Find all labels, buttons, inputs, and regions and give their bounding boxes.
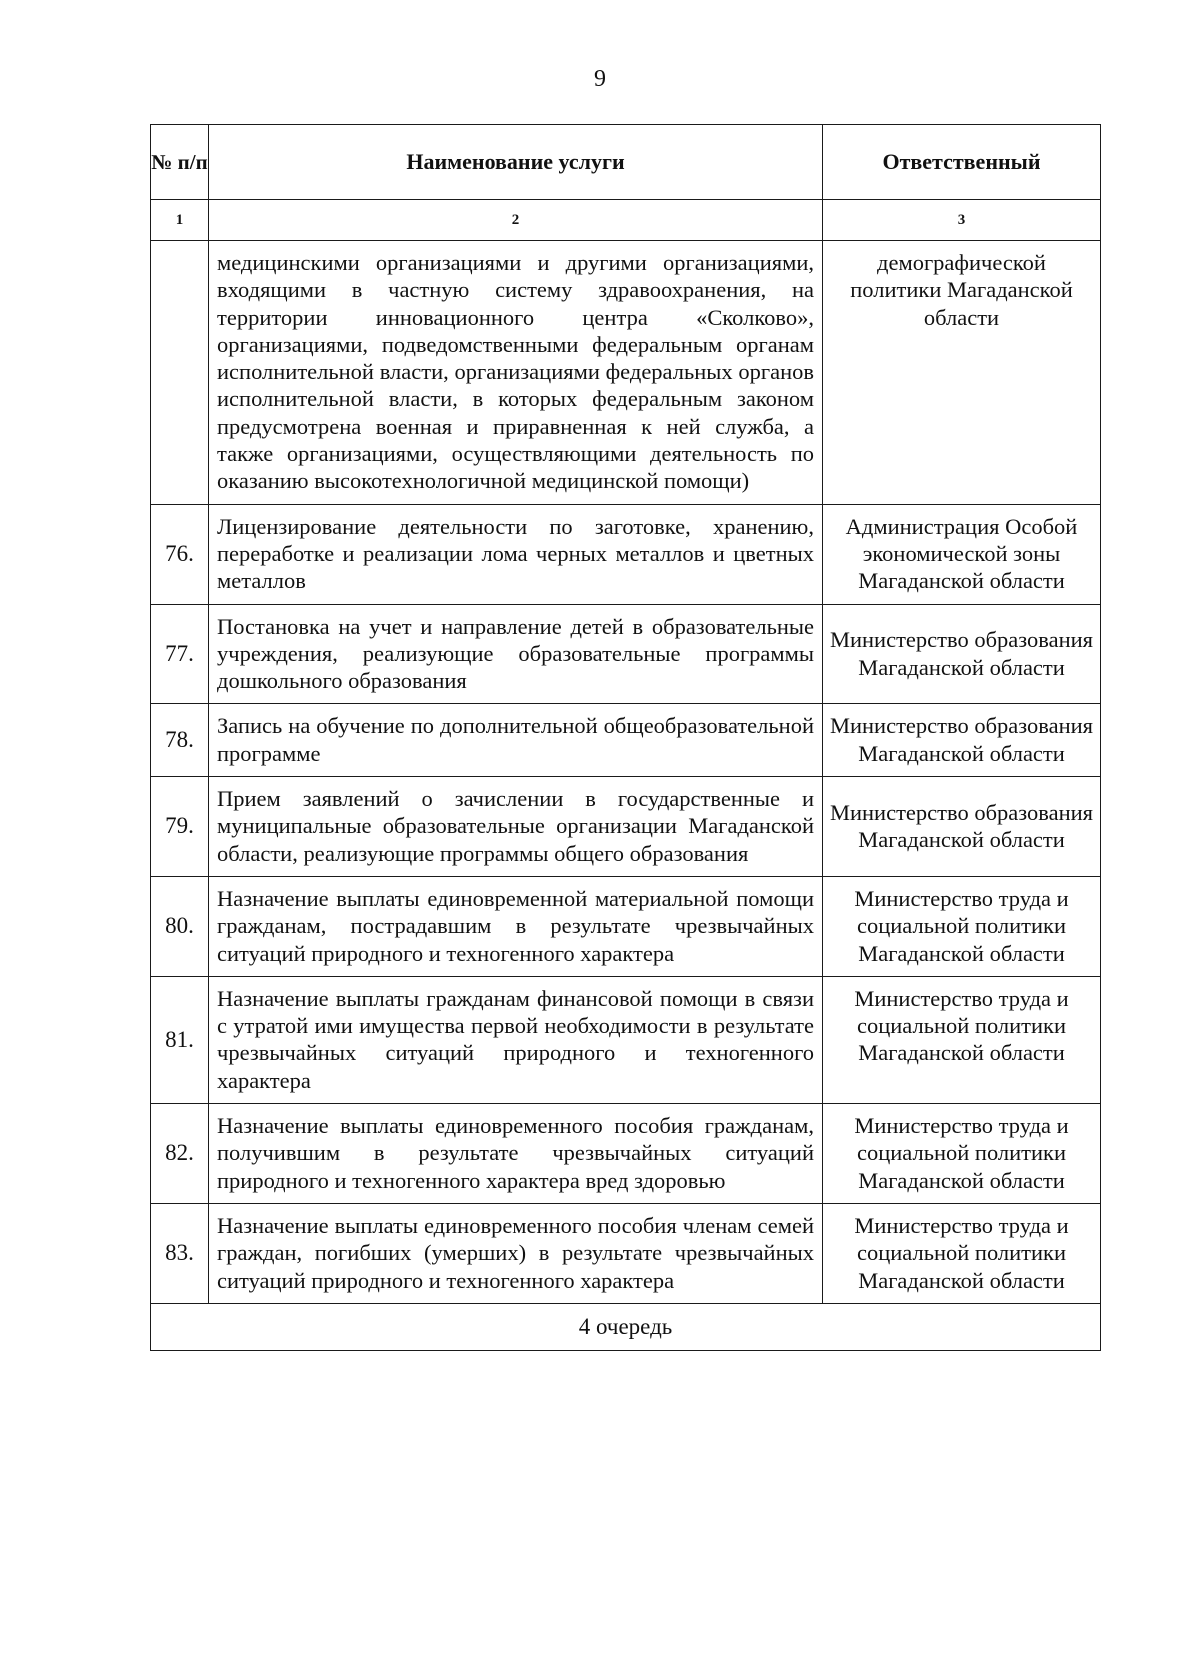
section-footer: 4 очередь: [151, 1303, 1101, 1350]
row-number: [151, 241, 209, 505]
service-name: Назначение выплаты гражданам финансовой помощи в связи с утратой ими имущества первой необходимости в результате чрезвычайных ситуаций природного и техногенного характера: [209, 976, 823, 1103]
table-header-row: [151, 125, 1101, 200]
column-index-row: [151, 200, 1101, 241]
page-number: 9: [594, 66, 606, 92]
header-responsible: Ответственный: [823, 125, 1101, 200]
table-row: [151, 976, 1101, 1103]
responsible-body: Министерство труда и социальной политики Магаданской области: [823, 1203, 1101, 1303]
responsible-body: Министерство труда и социальной политики Магаданской области: [823, 876, 1101, 976]
table-row: [151, 777, 1101, 877]
responsible-body: демографической политики Магаданской области: [823, 241, 1101, 505]
service-name: Назначение выплаты единовременного пособия членам семей граждан, погибших (умерших) в результате чрезвычайных ситуаций природного и техногенного характера: [209, 1203, 823, 1303]
responsible-body: Министерство труда и социальной политики Магаданской области: [823, 976, 1101, 1103]
service-name: Постановка на учет и направление детей в образовательные учреждения, реализующие образовательные программы дошкольного образования: [209, 604, 823, 704]
column-index: 2: [209, 200, 823, 241]
service-name: Запись на обучение по дополнительной общеобразовательной программе: [209, 704, 823, 777]
responsible-body: Министерство образования Магаданской области: [823, 604, 1101, 704]
table-row: [151, 876, 1101, 976]
service-name: Назначение выплаты единовременной материальной помощи гражданам, пострадавшим в результате чрезвычайных ситуаций природного и техногенного характера: [209, 876, 823, 976]
table-row: [151, 704, 1101, 777]
row-number: 80.: [151, 876, 209, 976]
table-row: [151, 241, 1101, 505]
responsible-body: Министерство образования Магаданской области: [823, 704, 1101, 777]
row-number: 83.: [151, 1203, 209, 1303]
column-index: 3: [823, 200, 1101, 241]
row-number: 81.: [151, 976, 209, 1103]
header-name: Наименование услуги: [209, 125, 823, 200]
section-footer-row: [151, 1303, 1101, 1350]
table-row: [151, 504, 1101, 604]
row-number: 77.: [151, 604, 209, 704]
service-name: Прием заявлений о зачислении в государственные и муниципальные образовательные организации Магаданской области, реализующие программы общего образования: [209, 777, 823, 877]
table-row: [151, 604, 1101, 704]
column-index: 1: [151, 200, 209, 241]
row-number: 76.: [151, 504, 209, 604]
row-number: 79.: [151, 777, 209, 877]
table-row: [151, 1104, 1101, 1204]
service-name: Лицензирование деятельности по заготовке, хранению, переработке и реализации лома черных металлов и цветных металлов: [209, 504, 823, 604]
responsible-body: Администрация Особой экономической зоны Магаданской области: [823, 504, 1101, 604]
header-num: № п/п: [151, 125, 209, 200]
service-name: медицинскими организациями и другими организациями, входящими в частную систему здравоохранения, на территории инновационного центра «Сколково», организациями, подведомственными федеральным органам исполнительной власти, организациями федеральных органов исполнительной власти, в которых федеральным законом предусмотрена военная и приравненная к ней служба, а также организациями, осуществляющими деятельность по оказанию высокотехнологичной медицинской помощи): [209, 241, 823, 505]
responsible-body: Министерство образования Магаданской области: [823, 777, 1101, 877]
responsible-body: Министерство труда и социальной политики Магаданской области: [823, 1104, 1101, 1204]
services-table: [150, 124, 1101, 1351]
row-number: 82.: [151, 1104, 209, 1204]
table-row: [151, 1203, 1101, 1303]
row-number: 78.: [151, 704, 209, 777]
service-name: Назначение выплаты единовременного пособия гражданам, получившим в результате чрезвычайных ситуаций природного и техногенного характера вред здоровью: [209, 1104, 823, 1204]
